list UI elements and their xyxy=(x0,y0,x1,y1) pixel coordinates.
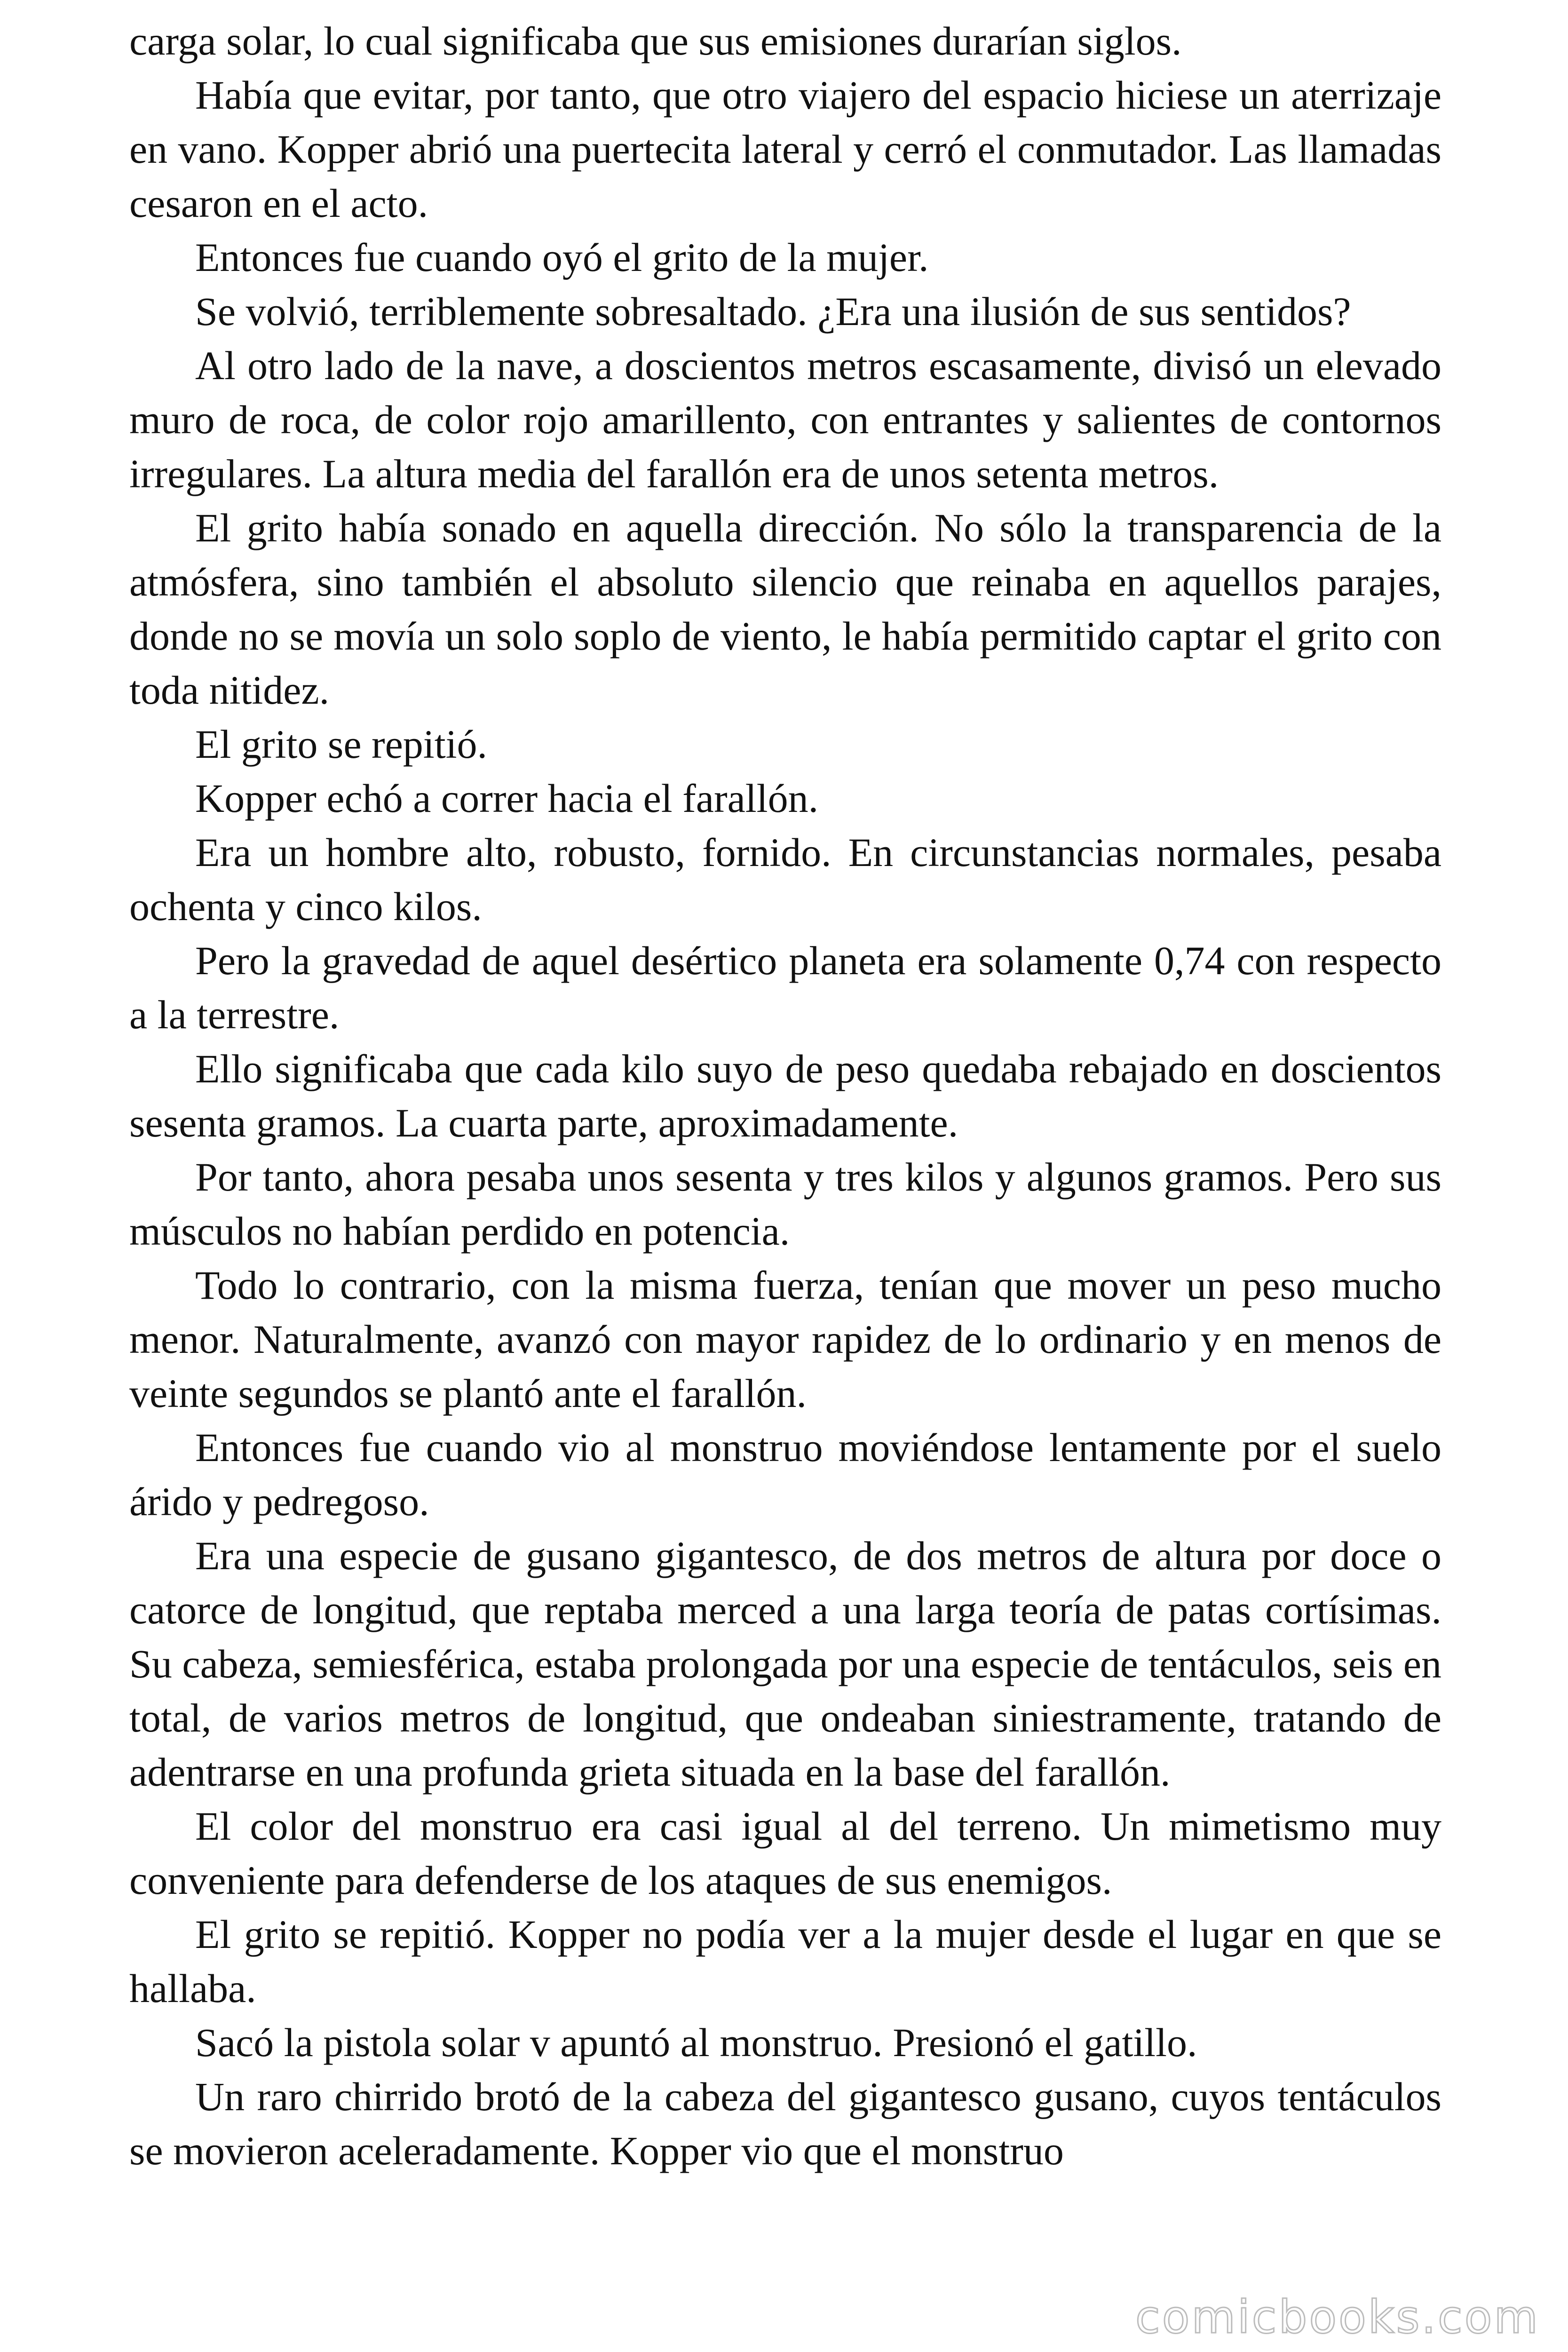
paragraph-15: Era una especie de gusano gigantesco, de dos metros de altura por doce o catorce de longitud, que reptaba merced a una larga teoría de patas cortísimas. Su cabeza, semiesférica, estaba prolongada por una especie de tentáculos, seis en total, de varios metros de longitud, que ondeaban siniestramente, tratando de adentrarse en una profunda grieta situada en la base del farallón. xyxy=(129,1533,1441,1795)
paragraph-17: El grito se repitió. Kopper no podía ver a la mujer desde el lugar en que se hallaba. xyxy=(129,1912,1441,2011)
paragraph-9: Era un hombre alto, robusto, fornido. En circunstancias normales, pesaba ochenta y cinco kilos. xyxy=(129,830,1441,929)
paragraph-8: Kopper echó a correr hacia el farallón. xyxy=(195,776,819,821)
body-text xyxy=(129,14,1441,2178)
paragraph-4: Se volvió, terriblemente sobresaltado. ¿Era una ilusión de sus sentidos? xyxy=(195,289,1351,334)
paragraph-2: Había que evitar, por tanto, que otro viajero del espacio hiciese un aterrizaje en vano. Kopper abrió una puertecita lateral y cerró el conmutador. Las llamadas cesaron en el acto. xyxy=(129,72,1441,226)
paragraph-7: El grito se repitió. xyxy=(195,722,487,767)
paragraph-18: Sacó la pistola solar v apuntó al monstruo. Presionó el gatillo. xyxy=(195,2020,1197,2065)
paragraph-11: Ello significaba que cada kilo suyo de peso quedaba rebajado en doscientos sesenta gramos. La cuarta parte, aproximadamente. xyxy=(129,1046,1441,1145)
paragraph-10: Pero la gravedad de aquel desértico planeta era solamente 0,74 con respecto a la terrestre. xyxy=(129,938,1441,1037)
paragraph-3: Entonces fue cuando oyó el grito de la mujer. xyxy=(195,235,929,280)
paragraph-19: Un raro chirrido brotó de la cabeza del gigantesco gusano, cuyos tentáculos se movieron aceleradamente. Kopper vio que el monstruo xyxy=(129,2074,1441,2173)
paragraph-6: El grito había sonado en aquella dirección. No sólo la transparencia de la atmósfera, sino también el absoluto silencio que reinaba en aquellos parajes, donde no se movía un solo soplo de viento, le había permitido captar el grito con toda nitidez. xyxy=(129,505,1441,713)
paragraph-1: carga solar, lo cual significaba que sus emisiones durarían siglos. xyxy=(129,18,1182,64)
paragraph-5: Al otro lado de la nave, a doscientos metros escasamente, divisó un elevado muro de roca, de color rojo amarillento, con entrantes y salientes de contornos irregulares. La altura media del farallón era de unos setenta metros. xyxy=(129,343,1441,496)
watermark-text: comicbooks.com xyxy=(1135,2291,1540,2344)
paragraph-16: El color del monstruo era casi igual al del terreno. Un mimetismo muy conveniente para defenderse de los ataques de sus enemigos. xyxy=(129,1804,1441,1903)
paragraph-13: Todo lo contrario, con la misma fuerza, tenían que mover un peso mucho menor. Naturalmente, avanzó con mayor rapidez de lo ordinario y en menos de veinte segundos se plantó ante el farallón. xyxy=(129,1263,1441,1416)
paragraph-14: Entonces fue cuando vio al monstruo moviéndose lentamente por el suelo árido y pedregoso. xyxy=(129,1425,1441,1524)
paragraph-12: Por tanto, ahora pesaba unos sesenta y tres kilos y algunos gramos. Pero sus músculos no habían perdido en potencia. xyxy=(129,1154,1441,1254)
